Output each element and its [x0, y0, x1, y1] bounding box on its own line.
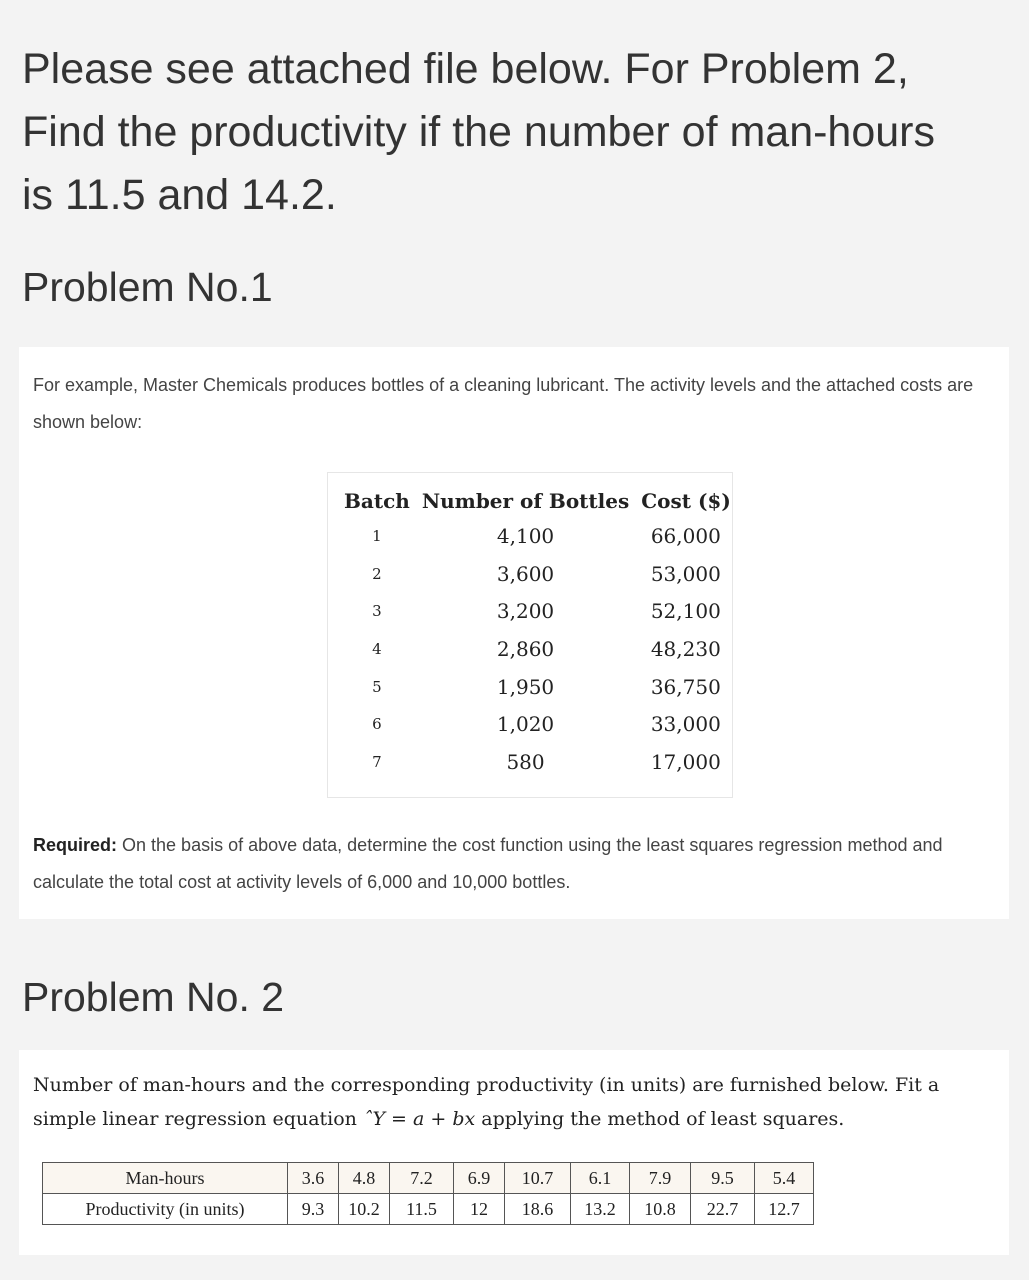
batch-cell: 5	[372, 677, 382, 696]
problem-2-description	[33, 1068, 1008, 1136]
man-hours-cell: 4.8	[339, 1163, 390, 1194]
bottles-cell: 1,950	[496, 674, 555, 699]
productivity-label: Productivity (in units)	[43, 1194, 288, 1225]
cost-cell: 17,000	[650, 749, 721, 774]
description-end: applying the method of least squares.	[475, 1108, 845, 1130]
problem-2-heading: Problem No. 2	[22, 974, 285, 1020]
man-hours-label: Man-hours	[43, 1163, 288, 1194]
man-hours-cell: 6.9	[454, 1163, 505, 1194]
bottles-cell: 580	[506, 749, 545, 774]
man-hours-cell: 10.7	[505, 1163, 571, 1194]
header-batch: Batch	[344, 489, 410, 513]
intro-line-1: Please see attached file below. For Problem 2,	[22, 45, 909, 93]
table-row	[338, 668, 737, 706]
bottles-cell: 3,600	[496, 561, 555, 586]
required-text: On the basis of above data, determine the cost function using the least squares regression method and calculate the total cost at activity levels of 6,000 and 10,000 bottles.	[33, 835, 943, 892]
cost-cell: 48,230	[650, 636, 721, 661]
header-cost: Cost ($)	[641, 489, 731, 513]
header-bottles: Number of Bottles	[421, 489, 630, 513]
description-start: Number of man-hours and the corresponding productivity (in units) are furnished below. Fit a simple linear regression equation	[33, 1074, 940, 1130]
intro-line-3: is 11.5 and 14.2.	[22, 171, 337, 219]
batch-cell: 4	[372, 639, 382, 658]
cost-cell: 66,000	[650, 523, 721, 548]
man-hours-cell: 9.5	[691, 1163, 755, 1194]
problem-1-required	[33, 827, 993, 901]
productivity-cell: 10.8	[630, 1194, 691, 1225]
man-hours-row	[43, 1163, 814, 1194]
problem-1-card	[19, 347, 1009, 919]
productivity-cell: 22.7	[691, 1194, 755, 1225]
productivity-cell: 12	[454, 1194, 505, 1225]
man-hours-cell: 6.1	[571, 1163, 630, 1194]
batch-cell: 3	[372, 602, 382, 621]
question-intro	[22, 38, 1012, 227]
productivity-cell: 11.5	[390, 1194, 454, 1225]
man-hours-cell: 7.2	[390, 1163, 454, 1194]
man-hours-cell: 5.4	[755, 1163, 814, 1194]
productivity-cell: 10.2	[339, 1194, 390, 1225]
productivity-cell: 18.6	[505, 1194, 571, 1225]
man-hours-cell: 7.9	[630, 1163, 691, 1194]
batch-cell: 1	[372, 526, 382, 545]
bottles-cell: 3,200	[496, 599, 555, 624]
table-row	[338, 705, 737, 743]
man-hours-cell: 3.6	[288, 1163, 339, 1194]
problem-2-card	[19, 1050, 1009, 1255]
productivity-cell: 13.2	[571, 1194, 630, 1225]
table-row	[338, 630, 737, 668]
productivity-cell: 9.3	[288, 1194, 339, 1225]
cost-cell: 36,750	[650, 674, 721, 699]
bottles-cell: 1,020	[496, 712, 555, 737]
cost-table-container	[327, 472, 733, 798]
cost-cell: 53,000	[650, 561, 721, 586]
intro-line-2: Find the productivity if the number of man-hours	[22, 108, 935, 156]
productivity-table	[42, 1162, 814, 1225]
regression-equation: ˆY = a + bx	[362, 1108, 476, 1130]
cost-cell: 33,000	[650, 712, 721, 737]
table-row	[338, 555, 737, 593]
bottles-cell: 2,860	[496, 636, 555, 661]
bottles-cell: 4,100	[496, 523, 555, 548]
problem-1-description: For example, Master Chemicals produces bottles of a cleaning lubricant. The activity levels and the attached costs are shown below:	[33, 375, 974, 432]
cost-table-header	[338, 485, 737, 517]
productivity-cell: 12.7	[755, 1194, 814, 1225]
cost-cell: 52,100	[650, 599, 721, 624]
table-row	[338, 517, 737, 555]
batch-cell: 6	[372, 715, 382, 734]
batch-cell: 7	[372, 752, 382, 771]
cost-table	[338, 485, 737, 781]
required-label: Required:	[33, 835, 118, 855]
table-row	[338, 743, 737, 781]
batch-cell: 2	[372, 564, 382, 583]
problem-1-heading: Problem No.1	[22, 264, 273, 310]
table-row	[338, 592, 737, 630]
productivity-row	[43, 1194, 814, 1225]
